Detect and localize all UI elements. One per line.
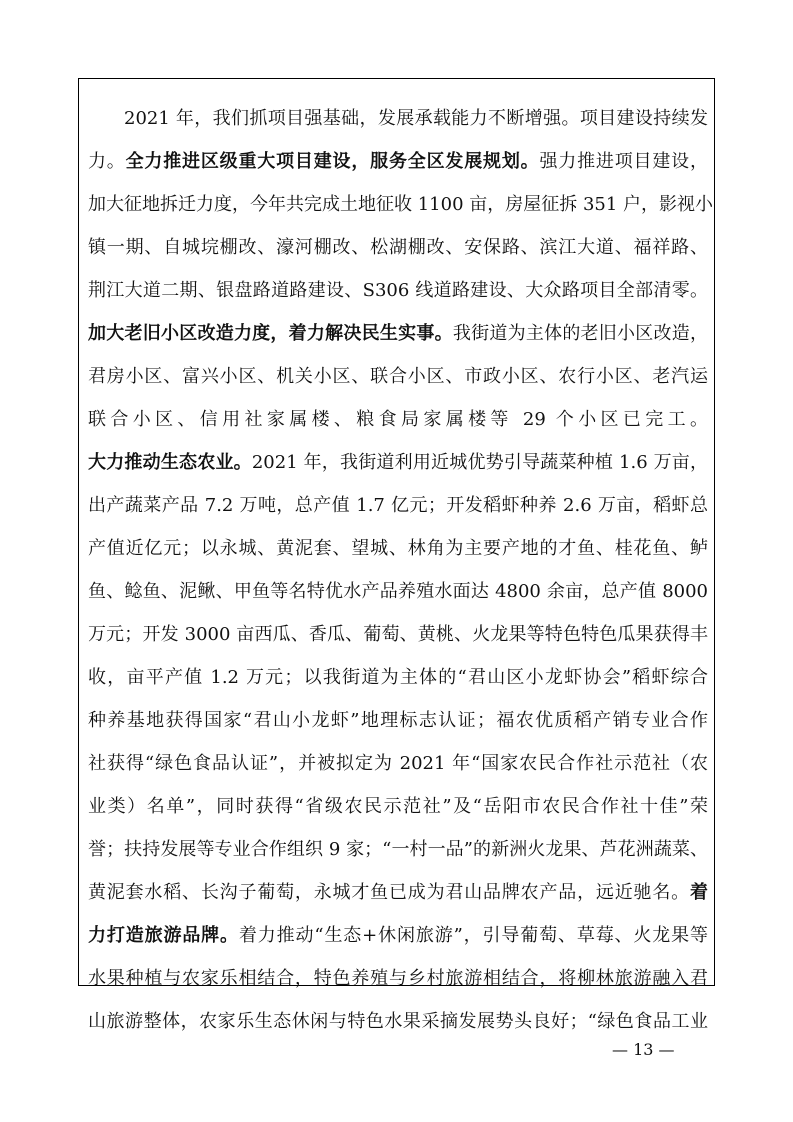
text-line [88, 150, 708, 174]
text-run: 社获得“绿色食品认证”，并被拟定为 2021 年“国家农民合作社示范社（农 [88, 753, 708, 774]
text-run: 鱼、鲶鱼、泥鳅、甲鱼等名特优水产品养殖水面达 4800 余亩，总产值 8000 [88, 581, 708, 602]
text-line [124, 107, 708, 131]
text-run: 种养基地获得国家“君山小龙虾”地理标志认证；福农优质稻产销专业合作 [88, 710, 708, 731]
bold-heading: 加大老旧小区改造力度，着力解决民生实事。 [88, 323, 453, 344]
text-line [88, 408, 708, 432]
text-line [88, 365, 708, 389]
text-run: 我街道为主体的老旧小区改造， [452, 323, 709, 344]
text-line [88, 752, 708, 776]
text-run: 誉；扶持发展等专业合作组织 9 家；“一村一品”的新洲火龙果、芦花洲蔬菜、 [88, 839, 708, 860]
text-line [88, 451, 708, 475]
text-line [88, 709, 708, 733]
text-line [88, 666, 708, 690]
page-number: — 13 — [612, 1040, 675, 1059]
text-line [88, 494, 708, 518]
text-line [88, 322, 708, 346]
text-line [88, 236, 708, 260]
text-run: 黄泥套水稻、长沟子葡萄，永城才鱼已成为君山品牌农产品，远近驰名。 [88, 882, 690, 903]
text-run: 联合小区、信用社家属楼、粮食局家属楼等 29 个小区已完工。 [88, 409, 708, 430]
text-run: 力。 [88, 151, 126, 172]
text-run: 业类）名单”，同时获得“省级农民示范社”及“岳阳市农民合作社十佳”荣 [88, 796, 708, 817]
text-line [88, 580, 708, 604]
text-run: 君房小区、富兴小区、机关小区、联合小区、市政小区、农行小区、老汽运 [88, 366, 708, 387]
text-line [88, 279, 708, 303]
text-run: 镇一期、自城垸棚改、濠河棚改、松湖棚改、安保路、滨江大道、福祥路、 [88, 237, 708, 258]
text-line [88, 537, 708, 561]
text-line [88, 193, 714, 217]
text-line [88, 1010, 708, 1034]
text-run: 收，亩平产值 1.2 万元；以我街道为主体的“君山区小龙虾协会”稻虾综合 [88, 667, 708, 688]
text-run: 2021 年，我们抓项目强基础，发展承载能力不断增强。项目建设持续发 [124, 108, 708, 129]
text-run: 加大征地拆迁力度，今年共完成土地征收 1100 亩，房屋征拆 351 户，影视小 [88, 194, 714, 215]
bold-heading: 大力推动生态农业。 [88, 452, 252, 473]
text-run: 荆江大道二期、银盘路道路建设、S306 线道路建设、大众路项目全部清零。 [88, 280, 708, 301]
text-run: 着力推动“生态+休闲旅游”，引导葡萄、草莓、火龙果等 [238, 925, 709, 946]
text-line [88, 795, 708, 819]
bold-heading: 力打造旅游品牌。 [88, 925, 239, 946]
text-run: 产值近亿元；以永城、黄泥套、望城、林角为主要产地的才鱼、桂花鱼、鲈 [88, 538, 708, 559]
text-run: 山旅游整体，农家乐生态休闲与特色水果采摘发展势头良好；“绿色食品工业 [88, 1011, 708, 1032]
text-line [88, 967, 708, 991]
text-run: 出产蔬菜产品 7.2 万吨，总产值 1.7 亿元；开发稻虾种养 2.6 万亩，稻虾总 [88, 495, 708, 516]
text-run: 水果种植与农家乐相结合，特色养殖与乡村旅游相结合，将柳林旅游融入君 [88, 968, 708, 989]
text-run: 2021 年，我街道利用近城优势引导蔬菜种植 1.6 万亩， [251, 452, 708, 473]
text-line [88, 838, 708, 862]
text-line [88, 881, 708, 905]
text-run: 万元；开发 3000 亩西瓜、香瓜、葡萄、黄桃、火龙果等特色特色瓜果获得丰 [88, 624, 708, 645]
bold-heading: 全力推进区级重大项目建设，服务全区发展规划。 [125, 151, 540, 172]
text-line [88, 623, 708, 647]
text-line [88, 924, 708, 948]
text-run: 强力推进项目建设， [539, 151, 708, 172]
bold-heading: 着 [690, 882, 708, 903]
